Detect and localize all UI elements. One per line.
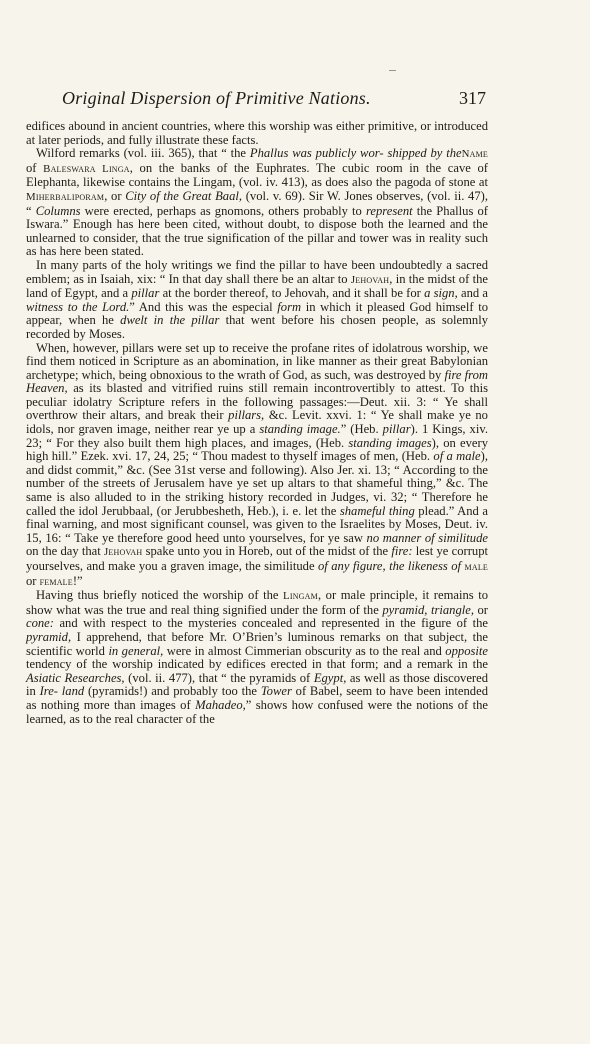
running-title: Original Dispersion of Primitive Nations. [62, 88, 371, 108]
text-run: or [473, 602, 488, 617]
text-run: , on the banks of the Euphrates. The cubic room in the cave of Elephanta, likewise contains the Lingam, (vol. iv. 413), as does also the pagoda of stone at [26, 160, 488, 190]
text-run: tendency of the worship indicated by edifices erected in that form; and a remark in the [26, 657, 488, 672]
paragraph [26, 120, 488, 147]
text-run: lest ye corrupt yourselves, and make you a graven image, the similitude [26, 544, 488, 573]
italic-text: pyramid, triangle, [382, 602, 474, 617]
text-run: ” shows how confused were the notions of the learned, as to the real character of the [26, 697, 489, 726]
text-run: and with respect to the mysteries concealed and represented in the figure of the [53, 616, 488, 631]
text-run: the Phallus of Iswara.” Enough has here been cited, without doubt, to dispose both the learned and the unlearned to consider, that the true signification of the pillar and tower was in reality such as has here been stated. [26, 203, 488, 259]
page-header [62, 87, 486, 109]
italic-text: pillars, [228, 408, 265, 423]
italic-text: shameful thing [339, 503, 415, 518]
text-run: in which it pleased God himself to appear, when he [26, 299, 488, 328]
italic-text: pillar [382, 422, 411, 437]
text-run: &c. Levit. xxvi. 1: “ Ye shall make ye no idols, nor graven image, neither rear ye up a [26, 408, 488, 437]
italic-text: Egypt, [313, 670, 347, 685]
text-run: I apprehend, that before Mr. O’Brien’s luminous remarks on that subject, the scientific world [26, 629, 488, 658]
italic-text: standing images [348, 435, 432, 450]
text-run: as well as those discovered in [26, 670, 489, 699]
text-run: edifices abound in ancient countries, where this worship was either primitive, or introduced at later periods, and fully illustrate these facts. [26, 119, 488, 147]
small-caps-text: Name [461, 148, 488, 161]
text-run: or [26, 573, 40, 588]
small-caps-text: Jehovah [350, 273, 390, 286]
text-run: of Babel, seem to have been intended as nothing more than images of [26, 684, 488, 712]
text-run: plead.” And a final warning, and most significant counsel, was given to the Israelites by Moses, Deut. iv. 15, 16: “ Take ye therefore good heed unto yourselves, for ye saw [26, 503, 488, 545]
italic-text: of any figure, the likeness of [317, 559, 462, 573]
text-run: at the border thereof, to Jehovah, and it shall be for [159, 286, 425, 301]
italic-text: represent [365, 203, 413, 218]
text-run: ” (Heb. [340, 422, 383, 437]
italic-text: witness to the Lord. [26, 299, 130, 314]
italic-text: cone: [26, 616, 54, 631]
italic-text: in general, [108, 643, 164, 658]
small-caps-text: Jehovah [103, 546, 143, 559]
italic-text: Ire- land [39, 684, 85, 699]
italic-text: City of the Great Baal, [125, 188, 243, 203]
text-run: that went before his chosen people, as solemnly recorded by Moses. [26, 313, 489, 341]
italic-text: pillar [131, 286, 160, 301]
text-run: ). 1 Kings, xiv. 23; “ For they also built them high places, and images, (Heb. [26, 422, 488, 450]
paragraph [26, 147, 488, 259]
italic-text: Phallus was publicly wor- shipped by the [249, 146, 462, 161]
paragraph [26, 259, 488, 342]
italic-text: Tower [260, 684, 292, 699]
text-run: on the day that [26, 544, 104, 559]
text-run: ), on every high hill.” Ezek. xvi. 17, 24, 25; “ Thou madest to thyself images of men, (Heb. [26, 435, 488, 464]
italic-text: standing image. [259, 422, 341, 437]
text-run: Having thus briefly noticed the worship of the [36, 588, 284, 603]
italic-text: opposite [445, 643, 488, 658]
text-run: as its blasted and vitrified ruins still remain incontrovertibly to attest. To this peculiar idolatry Scripture refers in the following passages:—Deut. xii. 3: “ Ye shall overthrow their altars, and break their [26, 381, 488, 423]
text-run: (pyramids!) and probably too the [84, 684, 261, 699]
text-run: , or male principle, it remains to show what was the true and real thing signified under the form of the [26, 588, 489, 617]
text-run: and a [457, 286, 489, 301]
text-run: , in the midst of the land of Egypt, and a [26, 271, 488, 301]
paragraph [26, 342, 488, 590]
italic-text: a sign, [424, 286, 458, 301]
paragraph [26, 589, 488, 726]
text-run: (vol. ii. 477), that “ the pyramids of [124, 670, 314, 685]
small-caps-text: female [39, 575, 73, 588]
italic-text: dwelt in the pillar [120, 313, 220, 328]
text-run: !” [72, 573, 83, 588]
text-run: (vol. v. 69). Sir W. Jones observes, (vol. ii. 47), “ [26, 188, 488, 218]
text-run: , or [104, 188, 126, 203]
text-run: ), and didst commit,” &c. (See 31st verse and following). Also Jer. xi. 13; “ According to the number of the streets of Jerusalem have ye set up altars to that shameful thing,” &c. The same is also alluded to in the striking history recorded in Judges, vi. 32; “ Therefore he called the idol Jerubbaal, (or Jerubbesheth, Heb.), i. e. let the [26, 449, 488, 518]
page-number: 317 [459, 88, 486, 108]
margin-mark [389, 70, 396, 71]
text-run: spake unto you in Horeb, out of the midst of the [142, 544, 392, 559]
italic-text: Mahadeo, [195, 697, 246, 712]
italic-text: pyramid, [26, 629, 72, 644]
text-run: of [26, 160, 44, 175]
italic-text: fire from Heaven, [26, 367, 488, 396]
text-run: When, however, pillars were set up to receive the profane rites of idolatrous worship, we find them noticed in Scripture as an abomination, in like manner as their great Babylonian archetype; which, being obnoxious to the wrath of God, as such, was destroyed by [26, 340, 488, 382]
text-run: ” And this was the especial [129, 299, 278, 314]
body-text [26, 120, 488, 726]
small-caps-text: Baleswara Linga [43, 162, 130, 175]
italic-text: of a male [433, 449, 481, 464]
small-caps-text: Miherbaliporam [26, 190, 105, 203]
italic-text: Asiatic Researches, [26, 670, 125, 685]
text-run: In many parts of the holy writings we find the pillar to have been undoubtedly a sacred emblem; as in Isaiah, xix: “ In that day shall there be an altar to [26, 257, 488, 286]
italic-text: fire: [391, 544, 413, 559]
small-caps-text: Lingam [283, 590, 318, 603]
italic-text: form [277, 299, 302, 314]
text-run: Wilford remarks (vol. iii. 365), that “ the [36, 146, 250, 161]
text-run: were in almost Cimmerian obscurity as to the real and [163, 643, 446, 658]
text-run: were erected, perhaps as gnomons, others probably to [80, 203, 366, 218]
italic-text: Columns [35, 203, 81, 218]
small-caps-text: male [464, 561, 488, 573]
italic-text: no manner of similitude [366, 530, 488, 545]
